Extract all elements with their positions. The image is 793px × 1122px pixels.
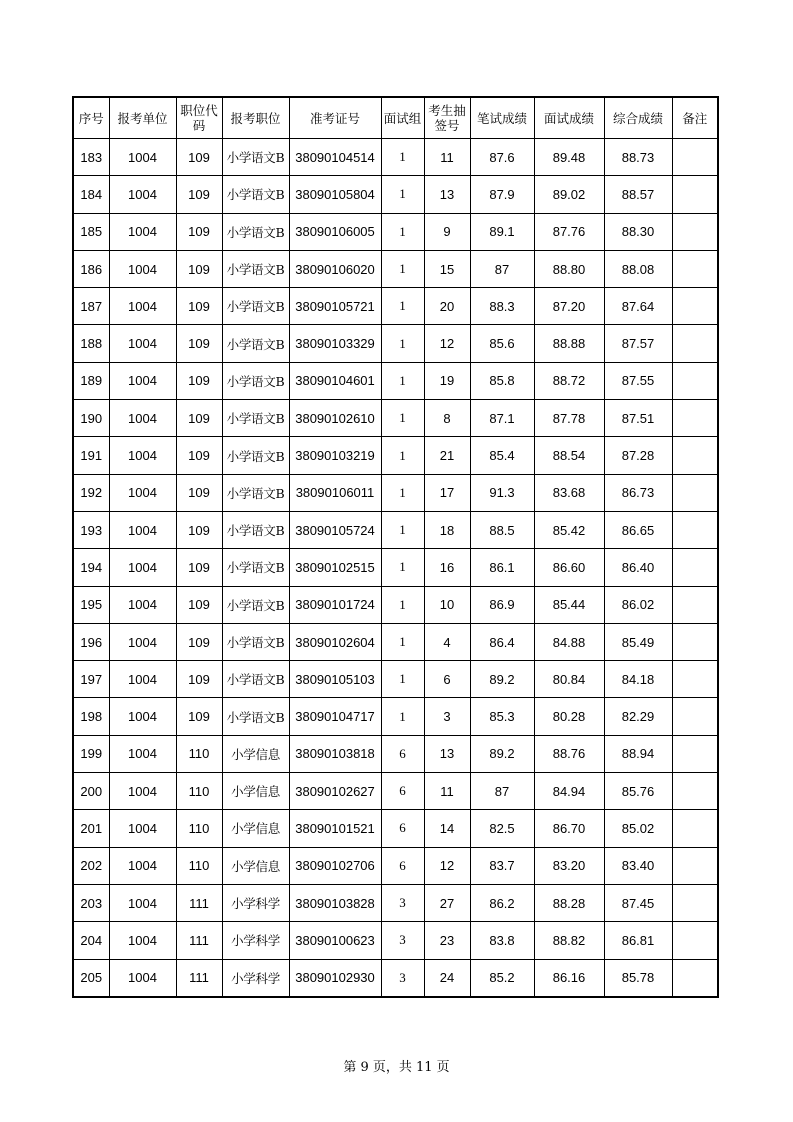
cell-interview-group: 1 [381,661,424,698]
cell-written-score: 88.3 [470,288,534,325]
cell-total-score: 87.64 [604,288,672,325]
cell-ticket-number: 38090105721 [289,288,381,325]
cell-interview-score: 84.88 [534,623,604,660]
cell-ticket-number: 38090100623 [289,922,381,959]
cell-interview-group: 3 [381,959,424,997]
cell-unit: 1004 [109,847,176,884]
cell-seq: 202 [73,847,109,884]
cell-written-score: 86.9 [470,586,534,623]
cell-position-code: 109 [176,549,222,586]
cell-interview-score: 80.84 [534,661,604,698]
cell-remarks [672,400,718,437]
cell-interview-group: 1 [381,288,424,325]
cell-position-code: 109 [176,362,222,399]
cell-position: 小学语文B [222,698,289,735]
header-position: 报考职位 [222,97,289,139]
cell-seq: 189 [73,362,109,399]
cell-position-code: 109 [176,511,222,548]
cell-ticket-number: 38090106005 [289,213,381,250]
cell-interview-group: 3 [381,884,424,921]
cell-position-code: 109 [176,474,222,511]
cell-total-score: 85.78 [604,959,672,997]
cell-interview-score: 85.42 [534,511,604,548]
cell-position-code: 109 [176,250,222,287]
cell-total-score: 87.45 [604,884,672,921]
cell-position: 小学语文B [222,362,289,399]
cell-position-code: 110 [176,847,222,884]
cell-unit: 1004 [109,325,176,362]
table-row [73,139,718,176]
cell-total-score: 84.18 [604,661,672,698]
cell-interview-score: 88.54 [534,437,604,474]
cell-written-score: 85.4 [470,437,534,474]
header-ticket-number: 准考证号 [289,97,381,139]
cell-interview-score: 88.28 [534,884,604,921]
cell-interview-score: 88.80 [534,250,604,287]
cell-seq: 192 [73,474,109,511]
cell-interview-group: 6 [381,810,424,847]
cell-unit: 1004 [109,213,176,250]
cell-seq: 188 [73,325,109,362]
cell-interview-score: 84.94 [534,773,604,810]
cell-draw-number: 14 [424,810,470,847]
cell-written-score: 89.2 [470,661,534,698]
cell-remarks [672,959,718,997]
cell-seq: 190 [73,400,109,437]
cell-remarks [672,735,718,772]
cell-unit: 1004 [109,586,176,623]
cell-unit: 1004 [109,735,176,772]
cell-total-score: 88.94 [604,735,672,772]
cell-interview-group: 6 [381,847,424,884]
cell-seq: 187 [73,288,109,325]
cell-position: 小学信息 [222,773,289,810]
cell-ticket-number: 38090105724 [289,511,381,548]
page-footer: 第 9 页，共 11 页 [343,1060,450,1075]
cell-ticket-number: 38090103329 [289,325,381,362]
cell-written-score: 86.4 [470,623,534,660]
cell-unit: 1004 [109,288,176,325]
cell-unit: 1004 [109,623,176,660]
table-row [73,623,718,660]
cell-position-code: 111 [176,959,222,997]
cell-draw-number: 4 [424,623,470,660]
cell-position: 小学语文B [222,288,289,325]
cell-seq: 205 [73,959,109,997]
cell-interview-score: 88.76 [534,735,604,772]
cell-total-score: 87.55 [604,362,672,399]
table-header-row [73,97,718,139]
cell-interview-score: 87.78 [534,400,604,437]
cell-unit: 1004 [109,362,176,399]
cell-position-code: 109 [176,139,222,176]
cell-ticket-number: 38090103219 [289,437,381,474]
cell-position: 小学语文B [222,213,289,250]
header-written-score: 笔试成绩 [470,97,534,139]
cell-draw-number: 17 [424,474,470,511]
cell-remarks [672,325,718,362]
cell-unit: 1004 [109,437,176,474]
cell-unit: 1004 [109,400,176,437]
table-row [73,511,718,548]
cell-position: 小学语文B [222,139,289,176]
cell-written-score: 88.5 [470,511,534,548]
cell-seq: 183 [73,139,109,176]
cell-written-score: 89.1 [470,213,534,250]
cell-total-score: 86.73 [604,474,672,511]
cell-interview-group: 1 [381,437,424,474]
cell-remarks [672,922,718,959]
cell-position: 小学语文B [222,176,289,213]
cell-total-score: 87.51 [604,400,672,437]
cell-unit: 1004 [109,922,176,959]
cell-position: 小学语文B [222,437,289,474]
cell-draw-number: 27 [424,884,470,921]
table-row [73,847,718,884]
cell-total-score: 88.57 [604,176,672,213]
cell-total-score: 85.02 [604,810,672,847]
cell-seq: 191 [73,437,109,474]
cell-written-score: 85.6 [470,325,534,362]
header-position-code: 职位代码 [176,97,222,139]
cell-seq: 201 [73,810,109,847]
cell-written-score: 86.2 [470,884,534,921]
cell-position: 小学信息 [222,810,289,847]
cell-remarks [672,847,718,884]
cell-draw-number: 23 [424,922,470,959]
cell-position-code: 109 [176,176,222,213]
cell-ticket-number: 38090102930 [289,959,381,997]
cell-seq: 196 [73,623,109,660]
cell-total-score: 87.57 [604,325,672,362]
cell-seq: 200 [73,773,109,810]
cell-interview-group: 1 [381,549,424,586]
cell-ticket-number: 38090103818 [289,735,381,772]
cell-written-score: 87 [470,250,534,287]
cell-total-score: 82.29 [604,698,672,735]
cell-unit: 1004 [109,176,176,213]
cell-total-score: 85.76 [604,773,672,810]
cell-unit: 1004 [109,773,176,810]
table-row [73,773,718,810]
cell-draw-number: 21 [424,437,470,474]
header-seq: 序号 [73,97,109,139]
header-total-score: 综合成绩 [604,97,672,139]
cell-position-code: 109 [176,213,222,250]
cell-remarks [672,250,718,287]
table-row [73,288,718,325]
table-row [73,437,718,474]
cell-ticket-number: 38090102627 [289,773,381,810]
cell-interview-score: 85.44 [534,586,604,623]
cell-draw-number: 6 [424,661,470,698]
cell-position: 小学语文B [222,400,289,437]
cell-interview-group: 1 [381,362,424,399]
table-row [73,549,718,586]
cell-position: 小学语文B [222,474,289,511]
cell-draw-number: 8 [424,400,470,437]
cell-position-code: 109 [176,288,222,325]
cell-remarks [672,698,718,735]
cell-ticket-number: 38090102515 [289,549,381,586]
cell-remarks [672,362,718,399]
cell-draw-number: 13 [424,735,470,772]
cell-remarks [672,623,718,660]
header-draw-number: 考生抽签号 [424,97,470,139]
cell-ticket-number: 38090105804 [289,176,381,213]
cell-position-code: 110 [176,810,222,847]
cell-remarks [672,288,718,325]
cell-written-score: 87.9 [470,176,534,213]
cell-position: 小学科学 [222,922,289,959]
cell-total-score: 88.08 [604,250,672,287]
cell-written-score: 85.8 [470,362,534,399]
cell-seq: 184 [73,176,109,213]
header-interview-score: 面试成绩 [534,97,604,139]
cell-draw-number: 18 [424,511,470,548]
cell-unit: 1004 [109,959,176,997]
cell-ticket-number: 38090104601 [289,362,381,399]
cell-position-code: 109 [176,661,222,698]
cell-position: 小学科学 [222,959,289,997]
cell-ticket-number: 38090102604 [289,623,381,660]
cell-unit: 1004 [109,698,176,735]
cell-position: 小学语文B [222,586,289,623]
cell-total-score: 86.40 [604,549,672,586]
cell-interview-group: 6 [381,773,424,810]
cell-remarks [672,661,718,698]
cell-position: 小学语文B [222,250,289,287]
cell-seq: 199 [73,735,109,772]
cell-interview-score: 87.20 [534,288,604,325]
cell-remarks [672,586,718,623]
cell-total-score: 88.73 [604,139,672,176]
cell-remarks [672,474,718,511]
cell-ticket-number: 38090104717 [289,698,381,735]
cell-seq: 203 [73,884,109,921]
cell-draw-number: 9 [424,213,470,250]
cell-written-score: 89.2 [470,735,534,772]
cell-draw-number: 20 [424,288,470,325]
cell-unit: 1004 [109,474,176,511]
cell-draw-number: 10 [424,586,470,623]
cell-seq: 198 [73,698,109,735]
table-row [73,474,718,511]
cell-seq: 193 [73,511,109,548]
cell-interview-score: 88.82 [534,922,604,959]
cell-unit: 1004 [109,661,176,698]
cell-seq: 204 [73,922,109,959]
cell-written-score: 83.8 [470,922,534,959]
cell-interview-score: 87.76 [534,213,604,250]
score-table [72,96,719,998]
cell-draw-number: 13 [424,176,470,213]
cell-total-score: 85.49 [604,623,672,660]
cell-total-score: 86.81 [604,922,672,959]
cell-position: 小学语文B [222,325,289,362]
cell-interview-group: 1 [381,474,424,511]
cell-unit: 1004 [109,250,176,287]
cell-remarks [672,437,718,474]
cell-position-code: 111 [176,884,222,921]
cell-unit: 1004 [109,549,176,586]
cell-draw-number: 11 [424,773,470,810]
cell-interview-score: 89.48 [534,139,604,176]
cell-interview-group: 1 [381,623,424,660]
cell-written-score: 85.3 [470,698,534,735]
table-row [73,810,718,847]
table-row [73,213,718,250]
cell-seq: 194 [73,549,109,586]
cell-interview-score: 83.20 [534,847,604,884]
cell-unit: 1004 [109,139,176,176]
table-row [73,661,718,698]
cell-ticket-number: 38090106011 [289,474,381,511]
cell-remarks [672,549,718,586]
cell-position-code: 109 [176,586,222,623]
table-row [73,884,718,921]
cell-position: 小学语文B [222,511,289,548]
cell-seq: 185 [73,213,109,250]
cell-total-score: 86.65 [604,511,672,548]
cell-position: 小学科学 [222,884,289,921]
cell-position-code: 109 [176,623,222,660]
cell-remarks [672,139,718,176]
cell-interview-group: 1 [381,176,424,213]
table-row [73,959,718,997]
cell-position-code: 109 [176,698,222,735]
cell-draw-number: 12 [424,847,470,884]
cell-position: 小学信息 [222,847,289,884]
cell-interview-score: 88.72 [534,362,604,399]
cell-interview-group: 1 [381,400,424,437]
cell-ticket-number: 38090101724 [289,586,381,623]
cell-position: 小学信息 [222,735,289,772]
cell-written-score: 87.6 [470,139,534,176]
cell-draw-number: 12 [424,325,470,362]
cell-remarks [672,884,718,921]
cell-interview-group: 1 [381,213,424,250]
cell-interview-group: 6 [381,735,424,772]
cell-interview-score: 83.68 [534,474,604,511]
cell-remarks [672,511,718,548]
cell-interview-group: 1 [381,139,424,176]
cell-draw-number: 24 [424,959,470,997]
cell-position-code: 109 [176,400,222,437]
cell-total-score: 83.40 [604,847,672,884]
table-row [73,735,718,772]
table-row [73,362,718,399]
header-remarks: 备注 [672,97,718,139]
cell-remarks [672,773,718,810]
cell-position: 小学语文B [222,661,289,698]
cell-interview-score: 86.16 [534,959,604,997]
cell-unit: 1004 [109,511,176,548]
table-body [73,139,718,997]
cell-ticket-number: 38090101521 [289,810,381,847]
cell-interview-score: 86.60 [534,549,604,586]
cell-written-score: 85.2 [470,959,534,997]
table-row [73,698,718,735]
cell-draw-number: 19 [424,362,470,399]
cell-position-code: 110 [176,735,222,772]
cell-ticket-number: 38090103828 [289,884,381,921]
cell-position-code: 109 [176,437,222,474]
table-row [73,400,718,437]
cell-written-score: 83.7 [470,847,534,884]
cell-draw-number: 15 [424,250,470,287]
cell-interview-group: 1 [381,325,424,362]
cell-draw-number: 11 [424,139,470,176]
cell-interview-group: 1 [381,698,424,735]
cell-seq: 186 [73,250,109,287]
header-interview-group: 面试组 [381,97,424,139]
cell-interview-group: 1 [381,511,424,548]
cell-draw-number: 3 [424,698,470,735]
cell-interview-score: 89.02 [534,176,604,213]
cell-position: 小学语文B [222,623,289,660]
cell-total-score: 88.30 [604,213,672,250]
cell-ticket-number: 38090106020 [289,250,381,287]
cell-position-code: 109 [176,325,222,362]
cell-written-score: 82.5 [470,810,534,847]
cell-position: 小学语文B [222,549,289,586]
cell-seq: 197 [73,661,109,698]
cell-total-score: 86.02 [604,586,672,623]
cell-remarks [672,213,718,250]
cell-interview-score: 88.88 [534,325,604,362]
cell-position-code: 111 [176,922,222,959]
table-row [73,250,718,287]
table-row [73,586,718,623]
header-unit: 报考单位 [109,97,176,139]
cell-interview-group: 1 [381,250,424,287]
cell-total-score: 87.28 [604,437,672,474]
cell-remarks [672,176,718,213]
cell-written-score: 87.1 [470,400,534,437]
cell-written-score: 87 [470,773,534,810]
cell-unit: 1004 [109,810,176,847]
cell-ticket-number: 38090105103 [289,661,381,698]
cell-interview-group: 3 [381,922,424,959]
cell-ticket-number: 38090104514 [289,139,381,176]
cell-written-score: 86.1 [470,549,534,586]
cell-interview-group: 1 [381,586,424,623]
cell-ticket-number: 38090102610 [289,400,381,437]
cell-seq: 195 [73,586,109,623]
cell-interview-score: 86.70 [534,810,604,847]
cell-remarks [672,810,718,847]
table-row [73,922,718,959]
cell-ticket-number: 38090102706 [289,847,381,884]
cell-position-code: 110 [176,773,222,810]
cell-interview-score: 80.28 [534,698,604,735]
cell-draw-number: 16 [424,549,470,586]
cell-unit: 1004 [109,884,176,921]
cell-written-score: 91.3 [470,474,534,511]
table-row [73,176,718,213]
table-row [73,325,718,362]
